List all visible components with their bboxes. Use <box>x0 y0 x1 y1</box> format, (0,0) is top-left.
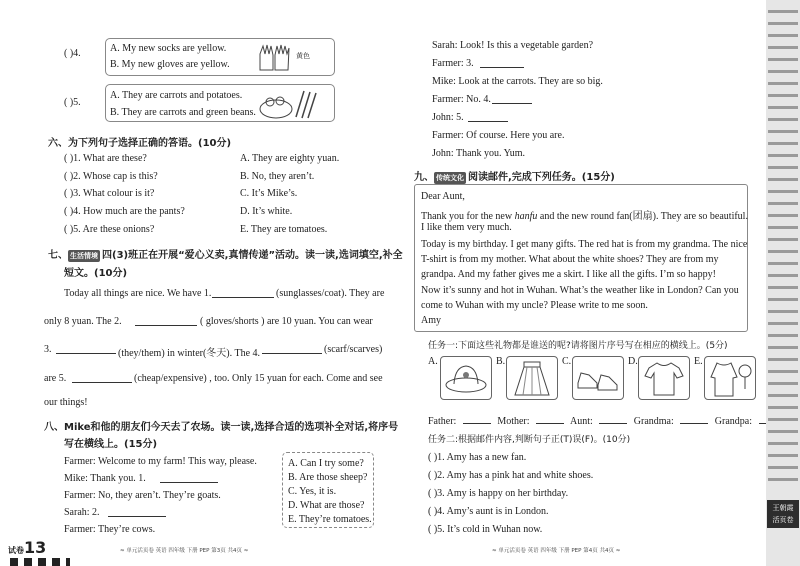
dialog-blank-4[interactable] <box>492 94 532 104</box>
task2-item-2[interactable]: ( )2. Amy has a pink hat and white shoes. <box>428 470 594 481</box>
s7-line2-end: ( gloves/shorts ) are 10 yuan. You can wear <box>200 316 373 327</box>
s7-line4-end: (cheap/expensive) , too. Only 15 yuan for each. Come and see <box>134 373 383 384</box>
q5-number[interactable]: ( )5. <box>64 97 81 108</box>
pic-letter-a: A. <box>428 356 438 367</box>
skirt-icon <box>507 357 557 399</box>
brand-line-1: 王朝霞 <box>772 504 794 512</box>
s8-option-a: A. Can I try some? <box>288 458 364 469</box>
brand-line-2: 活页卷 <box>772 516 794 524</box>
s7-line2-start: only 8 yuan. The 2. <box>44 316 122 327</box>
mother-label: Mother: <box>497 416 530 427</box>
shoes-picture <box>572 356 624 400</box>
email-line-7: come to Wuhan with my uncle? Please write to me soon. <box>421 300 648 311</box>
aunt-blank[interactable] <box>599 414 627 424</box>
email-line-2: I like them very much. <box>421 222 512 233</box>
s6-answer-c: C. It’s Mike’s. <box>240 188 298 199</box>
shoes-icon <box>573 357 623 399</box>
right-footer-text: ≈ 单元活页卷 英语 四年级 下册 PEP 第4页 共4页 ≈ <box>492 548 621 554</box>
section9-number: 九、 <box>414 172 434 183</box>
q4-option-b: B. My new gloves are yellow. <box>110 59 230 70</box>
s6-question-3[interactable]: ( )3. What colour is it? <box>64 188 155 199</box>
dialog-blank-5[interactable] <box>468 112 508 122</box>
hat-icon <box>441 357 491 399</box>
dialog-mike-carrots: Mike: Look at the carrots. They are so big. <box>432 76 603 87</box>
pic-letter-b: B. <box>496 356 506 367</box>
section8-title-line2: 写在横线上。(15分) <box>64 439 158 450</box>
email-greeting: Dear Aunt, <box>421 191 465 202</box>
s6-question-2[interactable]: ( )2. Whose cap is this? <box>64 171 158 182</box>
s7-blank-5[interactable] <box>72 373 132 383</box>
email-line-3: Today is my birthday. I get many gifts. The red hat is from my grandma. The nice <box>421 239 748 250</box>
s6-answer-e: E. They are tomatoes. <box>240 224 328 235</box>
s7-blank-2[interactable] <box>135 316 197 326</box>
hanfu-fan-icon <box>705 357 755 399</box>
s8-blank-1[interactable] <box>160 473 218 483</box>
section7-title-line1: 四(3)班正在开展“爱心义卖,真情传递”活动。读一读,选词填空,补全 <box>102 250 403 261</box>
q5-option-a: A. They are carrots and potatoes. <box>110 90 243 101</box>
section8-title-line1: 八、Mike和他的朋友们今天去了农场。读一读,选择合适的选项补全对话,将序号 <box>44 422 399 433</box>
q4-options-box <box>105 38 335 76</box>
s7-blank-3[interactable] <box>56 344 116 354</box>
s6-question-1[interactable]: ( )1. What are these? <box>64 153 147 164</box>
s7-line1-start: Today all things are nice. We have 1. <box>64 288 212 299</box>
task2-item-3[interactable]: ( )3. Amy is happy on her birthday. <box>428 488 569 499</box>
task2-item-5[interactable]: ( )5. It’s cold in Wuhan now. <box>428 524 543 535</box>
task2-item-1[interactable]: ( )1. Amy has a new fan. <box>428 452 527 463</box>
section7-title-line2: 短文。(10分) <box>64 268 128 279</box>
q4-option-a: A. My new socks are yellow. <box>110 43 227 54</box>
brand-logo <box>767 500 799 528</box>
right-page <box>400 0 800 566</box>
email-box <box>414 184 748 332</box>
q5-option-b: B. They are carrots and green beans. <box>110 107 256 118</box>
vegetables-icon <box>256 87 326 121</box>
s7-line5: our things! <box>44 397 88 408</box>
grandpa-label: Grandpa: <box>714 416 752 427</box>
mother-blank[interactable] <box>536 414 564 424</box>
s8-option-e: E. They’re tomatoes. <box>288 514 372 525</box>
q4-number[interactable]: ( )4. <box>64 48 81 59</box>
life-scene-tag: 生活情境 <box>70 252 98 260</box>
email-signature: Amy <box>421 315 441 326</box>
s8-dialog-3: Farmer: No, they aren’t. They’re goats. <box>64 490 221 501</box>
s6-question-5[interactable]: ( )5. Are these onions? <box>64 224 155 235</box>
s8-option-d: D. What are those? <box>288 500 365 511</box>
task2-item-4[interactable]: ( )4. Amy’s aunt is in London. <box>428 506 549 517</box>
dialog-john-thanks: John: Thank you. Yum. <box>432 148 526 159</box>
task2-title: 任务二:根据邮件内容,判断句子正(T)误(F)。(10分) <box>428 435 631 445</box>
s8-option-b: B. Are those sheep? <box>288 472 368 483</box>
aunt-label: Aunt: <box>570 416 593 427</box>
s8-dialog-2: Mike: Thank you. 1. <box>64 473 146 484</box>
yellow-label: 黄色 <box>296 52 310 60</box>
exam-number: 13 <box>24 538 47 557</box>
s6-answer-b: B. No, they aren’t. <box>240 171 315 182</box>
pic-letter-d: D. <box>628 356 638 367</box>
dialog-blank-3[interactable] <box>480 58 524 68</box>
email-line-6: Now it’s sunny and hot in Wuhan. What’s the weather like in London? Can you <box>421 285 739 296</box>
s7-line3-start: 3. <box>44 344 52 355</box>
s7-line3-mid: (they/them) in winter(冬天). The 4. <box>118 348 261 359</box>
culture-tag: 传统文化 <box>436 174 464 182</box>
q5-options-box <box>105 84 335 122</box>
section9-title <box>414 168 615 184</box>
dialog-farmer-course: Farmer: Of course. Here you are. <box>432 130 565 141</box>
tshirt-picture <box>638 356 690 400</box>
grandma-label: Grandma: <box>633 416 674 427</box>
task1-answer-row <box>428 414 791 427</box>
dialog-sarah-garden: Sarah: Look! Is this a vegetable garden? <box>432 40 594 51</box>
dialog-farmer-3: Farmer: 3. <box>432 58 474 69</box>
gloves-icon <box>256 42 292 72</box>
email-line-1 <box>421 207 748 222</box>
father-blank[interactable] <box>463 414 491 424</box>
exam-label: 试卷 <box>8 546 24 555</box>
s7-line1-end: (sunglasses/coat). They are <box>276 288 385 299</box>
section9-title-text: 阅读邮件,完成下列任务。(15分) <box>468 172 615 183</box>
s6-answer-d: D. It’s white. <box>240 206 293 217</box>
hat-picture <box>440 356 492 400</box>
s7-line4-start: are 5. <box>44 373 67 384</box>
s8-dialog-1: Farmer: Welcome to my farm! This way, please. <box>64 456 257 467</box>
email-line-4: T-shirt is from my mother. What about the white shoes? They are from my <box>421 254 719 265</box>
grandma-blank[interactable] <box>680 414 708 424</box>
pic-letter-c: C. <box>562 356 572 367</box>
s7-line3-end: (scarf/scarves) <box>324 344 383 355</box>
s8-option-c: C. Yes, it is. <box>288 486 337 497</box>
skirt-picture <box>506 356 558 400</box>
left-footer-text: ≈ 单元活页卷 英语 四年级 下册 PEP 第3页 共4页 ≈ <box>120 548 249 554</box>
s8-dialog-4: Sarah: 2. <box>64 507 100 518</box>
section6-title: 六、为下列句子选择正确的答语。(10分) <box>48 138 232 149</box>
email-line-5: grandpa. And my father gives me a skirt. I like all the gifts. I’m so happy! <box>421 269 716 280</box>
hanfu-word: hanfu <box>514 211 538 222</box>
section7-title <box>48 246 403 262</box>
side-stripes <box>768 10 798 490</box>
section7-number: 七、 <box>48 250 68 261</box>
s8-options-box <box>282 452 374 528</box>
email-line-1a: Thank you for the new <box>421 211 515 222</box>
task1-title: 任务一:下面这些礼物都是谁送的呢?请将图片序号写在相应的横线上。(5分) <box>428 341 728 351</box>
page-edge-marks <box>10 558 70 566</box>
page-number-badge <box>8 538 46 557</box>
tshirt-icon <box>639 357 689 399</box>
s8-blank-2[interactable] <box>108 507 166 517</box>
s7-blank-4[interactable] <box>262 344 322 354</box>
email-line-1c: and the new round fan(团扇). They are so beautiful. <box>537 211 748 222</box>
father-label: Father: <box>428 416 457 427</box>
dialog-john-5: John: 5. <box>432 112 464 123</box>
hanfu-fan-picture <box>704 356 756 400</box>
pic-letter-e: E. <box>694 356 703 367</box>
s6-answer-a: A. They are eighty yuan. <box>240 153 340 164</box>
s6-question-4[interactable]: ( )4. How much are the pants? <box>64 206 185 217</box>
s8-dialog-5: Farmer: They’re cows. <box>64 524 156 535</box>
dialog-farmer-4: Farmer: No. 4. <box>432 94 491 105</box>
s7-blank-1[interactable] <box>212 288 274 298</box>
side-strip <box>766 0 800 566</box>
